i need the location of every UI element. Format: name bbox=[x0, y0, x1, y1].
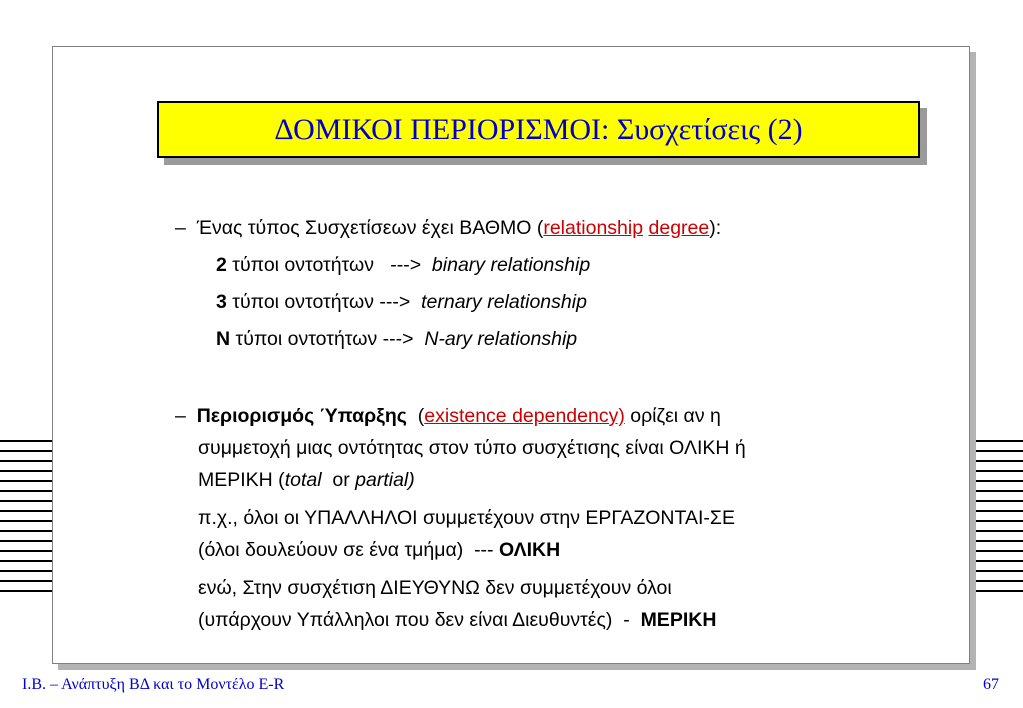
degree-intro: Ένας τύπος Συσχετίσεων έχει ΒΑΘΜΟ ( bbox=[196, 217, 544, 239]
degree-row bbox=[216, 327, 577, 351]
term-relationship: relationship bbox=[543, 217, 644, 239]
bullet-degree bbox=[175, 216, 721, 240]
example-2-line-1 bbox=[198, 576, 672, 600]
bullet-dash: – bbox=[175, 217, 186, 239]
word-total: total bbox=[284, 469, 322, 491]
degree-text: τύποι οντοτήτων ---> bbox=[226, 254, 432, 276]
existence-rest: ορίζει αν η bbox=[624, 405, 721, 427]
degree-kind: binary relationship bbox=[431, 254, 591, 276]
right-decorative-lines bbox=[975, 440, 1023, 602]
example-partial-bold: ΜΕΡΙΚΗ bbox=[640, 609, 717, 631]
existence-label: Περιορισμός Ύπαρξης bbox=[196, 405, 407, 427]
word-partial: partial) bbox=[355, 469, 415, 491]
word-or: or bbox=[321, 469, 356, 491]
example-text: (όλοι δουλεύουν σε ένα τμήμα) --- bbox=[198, 539, 499, 561]
term-existence-dependency: existence dependency) bbox=[424, 405, 625, 427]
left-decorative-lines bbox=[0, 440, 52, 602]
existence-text: συμμετοχή μιας οντότητας στον τύπο συσχέτισης είναι ΟΛΙΚΗ ή bbox=[198, 437, 746, 459]
example-1-line-1 bbox=[198, 506, 735, 530]
term-degree: degree bbox=[648, 217, 710, 239]
degree-text: τύποι οντοτήτων ---> bbox=[226, 291, 422, 313]
existence-line-3 bbox=[198, 468, 415, 492]
example-2-line-2 bbox=[198, 608, 716, 632]
degree-text: τύποι οντοτήτων ---> bbox=[230, 328, 425, 350]
degree-kind: N-ary relationship bbox=[424, 328, 578, 350]
footer-course-title: Ι.Β. – Ανάπτυξη ΒΔ και το Μοντέλο Ε-R bbox=[22, 676, 285, 693]
footer-page-number: 67 bbox=[983, 676, 999, 693]
existence-text: ΜΕΡΙΚΗ ( bbox=[198, 469, 285, 491]
existence-paren: ( bbox=[406, 405, 425, 427]
bullet-existence bbox=[175, 404, 721, 428]
slide-title: ΔΟΜΙΚΟΙ ΠΕΡΙΟΡΙΣΜΟΙ: Συσχετίσεις (2) bbox=[274, 112, 803, 146]
example-total-bold: ΟΛΙΚΗ bbox=[498, 539, 561, 561]
degree-row bbox=[216, 290, 587, 314]
degree-num: N bbox=[216, 328, 231, 350]
degree-kind: ternary relationship bbox=[421, 291, 587, 313]
example-text: (υπάρχουν Υπάλληλοι που δεν είναι Διευθυντές) - bbox=[198, 609, 641, 631]
degree-intro-end: ): bbox=[709, 217, 722, 239]
degree-num: 3 bbox=[216, 291, 227, 313]
title-box bbox=[157, 101, 920, 158]
example-text: ενώ, Στην συσχέτιση ΔΙΕΥΘΥΝΩ δεν συμμετέχουν όλοι bbox=[198, 577, 672, 599]
example-text: π.χ., όλοι οι ΥΠΑΛΛΗΛΟΙ συμμετέχουν στην ΕΡΓΑΖΟΝΤΑΙ-ΣΕ bbox=[198, 507, 735, 529]
degree-row bbox=[216, 253, 590, 277]
existence-line-2 bbox=[198, 436, 746, 460]
example-1-line-2 bbox=[198, 538, 560, 562]
bullet-dash: – bbox=[175, 405, 186, 427]
degree-num: 2 bbox=[216, 254, 227, 276]
